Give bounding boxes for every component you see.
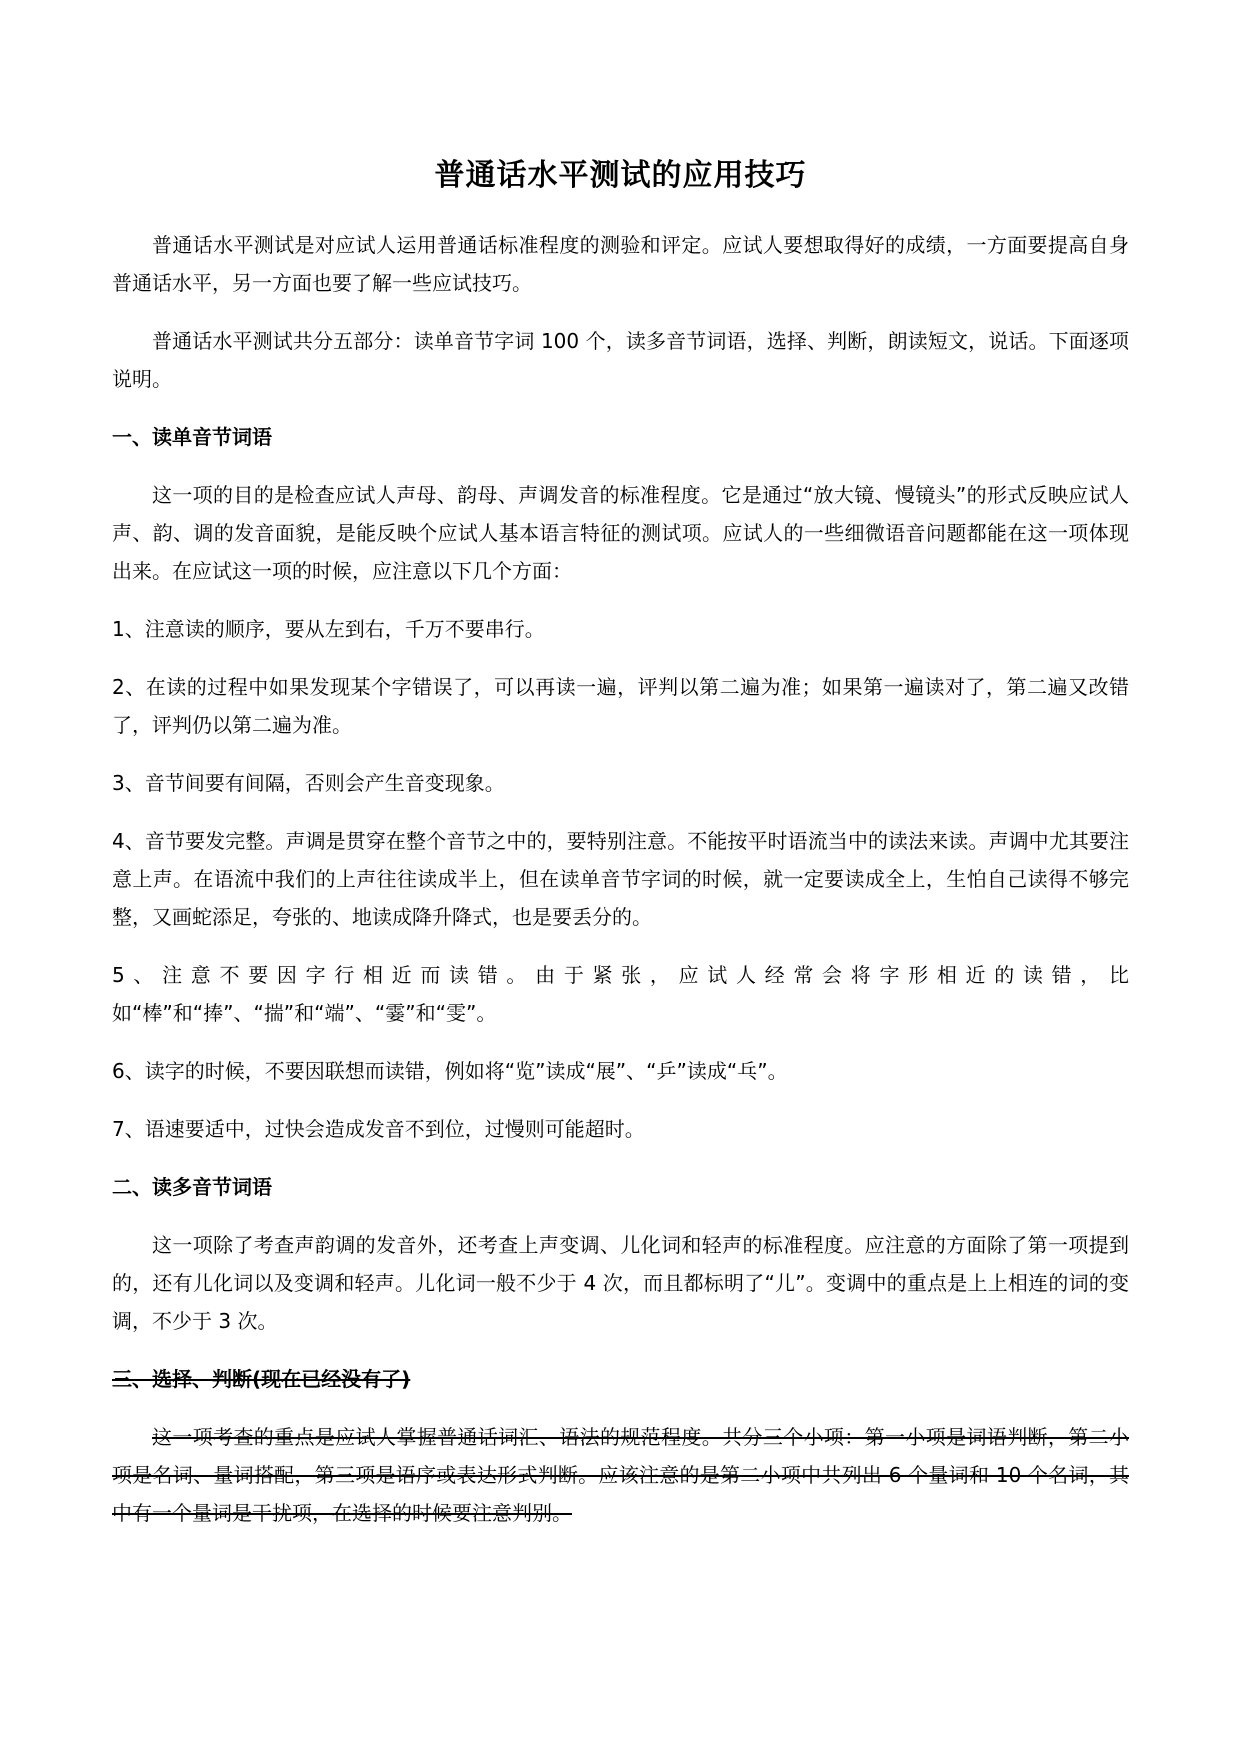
document-title: 普通话水平测试的应用技巧 <box>434 158 807 193</box>
section-1-body: 这一项的目的是检查应试人声母、韵母、声调发音的标准程度。它是通过“放大镜、慢镜头”的形式反映应试人声、韵、调的发音面貌，是能反映个应试人基本语言特征的测试项。应试人的一些细微语音问题都能在这一项体现出来。在应试这一项的时候，应注意以下几个方面： <box>112 483 1129 583</box>
section-1-item-2: 2、在读的过程中如果发现某个字错误了，可以再读一遍，评判以第二遍为准；如果第一遍读对了，第二遍又改错了，评判仍以第二遍为准。 <box>112 675 1129 737</box>
section-1-item-3: 3、音节间要有间隔，否则会产生音变现象。 <box>112 771 505 795</box>
section-1-item-7: 7、语速要适中，过快会造成发音不到位，过慢则可能超时。 <box>112 1117 645 1141</box>
section-1-heading: 一、读单音节词语 <box>112 425 272 449</box>
intro-paragraph-2: 普通话水平测试共分五部分：读单音节字词 100 个，读多音节词语，选择、判断，朗读短文，说话。下面逐项说明。 <box>112 329 1129 391</box>
section-2-heading: 二、读多音节词语 <box>112 1175 272 1199</box>
section-1-item-6: 6、读字的时候，不要因联想而读错，例如将“览”读成“展”、“乒”读成“乓”。 <box>112 1059 788 1083</box>
section-1-item-4: 4、音节要发完整。声调是贯穿在整个音节之中的，要特别注意。不能按平时语流当中的读法来读。声调中尤其要注意上声。在语流中我们的上声往往读成半上，但在读单音节字词的时候，就一定要读成全上，生怕自己读得不够完整，又画蛇添足，夸张的、地读成降升降式，也是要丢分的。 <box>112 829 1129 929</box>
section-3-body: 这一项考查的重点是应试人掌握普通话词汇、语法的规范程度。共分三个小项：第一小项是词语判断，第二小项是名词、量词搭配，第三项是语序或表达形式判断。应该注意的是第二小项中共列出 6 个量词和 10 个名词，其中有一个量词是干扰项，在选择的时候要注意判别。 <box>112 1425 1129 1525</box>
section-3-heading: 三、选择、判断(现在已经没有了) <box>112 1367 411 1391</box>
section-2-body: 这一项除了考查声韵调的发音外，还考查上声变调、儿化词和轻声的标准程度。应注意的方面除了第一项提到的，还有儿化词以及变调和轻声。儿化词一般不少于 4 次，而且都标明了“儿”。变调中的重点是上上相连的词的变调，不少于 3 次。 <box>112 1233 1129 1333</box>
intro-paragraph-1: 普通话水平测试是对应试人运用普通话标准程度的测验和评定。应试人要想取得好的成绩，一方面要提高自身普通话水平，另一方面也要了解一些应试技巧。 <box>112 233 1129 295</box>
section-1-item-5: 5、注意不要因字行相近而读错。由于紧张，应试人经常会将字形相近的读错，比如“棒”和“捧”、“揣”和“端”、“霎”和“雯”。 <box>112 963 1129 1025</box>
section-1-item-1: 1、注意读的顺序，要从左到右，千万不要串行。 <box>112 617 545 641</box>
